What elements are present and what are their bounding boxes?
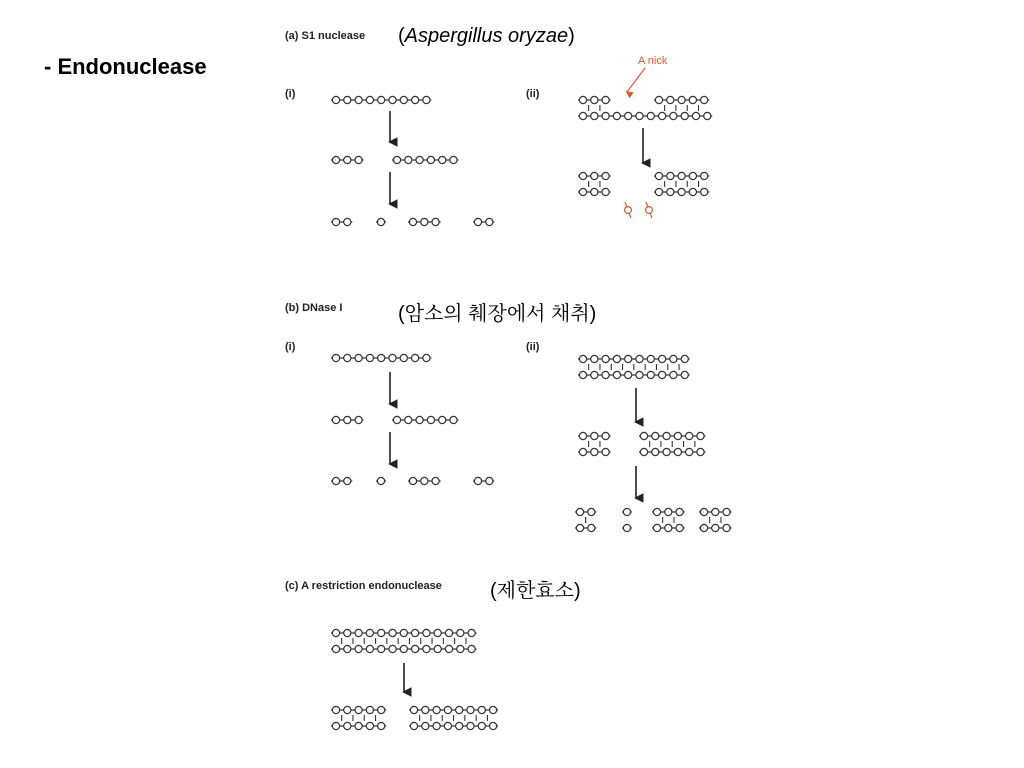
nucleotide [355,416,362,423]
nucleotide [676,508,683,515]
dna-strand [473,477,494,484]
panel-c-diagram [331,629,498,729]
nucleotide [655,172,662,179]
nucleotide [468,629,475,636]
dna-strand [408,477,441,484]
nucleotide [602,188,609,195]
nucleotide [450,156,457,163]
dna-strand [578,112,712,119]
nucleotide [457,629,464,636]
nucleotide [613,371,620,378]
nucleotide [591,355,598,362]
nucleotide [588,508,595,515]
nucleotide [591,172,598,179]
nucleotide [486,477,493,484]
nucleotide [344,722,351,729]
nucleotide [681,355,688,362]
dna-strand [331,629,477,636]
panel-b-sub-ii: (ii) [526,341,540,353]
nucleotide [678,96,685,103]
nucleotide [591,188,598,195]
panel-b-note: (암소의 췌장에서 채취) [398,303,597,325]
nucleotide [332,416,339,423]
dna-strand [376,477,386,484]
nucleotide [332,96,339,103]
nucleotide [576,524,583,531]
nucleotide [700,508,707,515]
nucleotide [434,645,441,652]
dna-strand [331,706,386,713]
nucleotide [652,432,659,439]
nucleotide [579,96,586,103]
nucleotide [701,188,708,195]
nucleotide [665,524,672,531]
nucleotide [659,112,666,119]
dna-strand [392,156,459,163]
nucleotide [412,96,419,103]
nucleotide [647,112,654,119]
nucleotide [444,722,451,729]
nucleotide [366,354,373,361]
nucleotide [378,354,385,361]
nucleotide [439,416,446,423]
dna-strand [409,722,498,729]
nucleotide [377,218,384,225]
nucleotide [591,432,598,439]
nucleotide [445,645,452,652]
nucleotide [344,354,351,361]
nucleotide [344,706,351,713]
panel-b-diagram [331,354,732,531]
nucleotide [623,524,630,531]
dna-strand [331,96,431,103]
nucleotide [393,156,400,163]
panel-b-label: (b) DNase I [285,302,343,314]
dna-strand [575,524,596,531]
nucleotide [602,172,609,179]
nucleotide [640,432,647,439]
nucleotide [686,432,693,439]
nucleotide [378,706,385,713]
nucleotide [355,645,362,652]
nucleotide [393,416,400,423]
dna-strand [578,172,611,179]
dna-strand [578,448,611,455]
nucleotide [389,354,396,361]
nucleotide [467,706,474,713]
nucleotide [697,432,704,439]
nucleotide [445,629,452,636]
nucleotide [444,706,451,713]
species-name: Aspergillus oryzae [404,25,569,47]
nucleotide [366,645,373,652]
dna-strand [575,508,596,515]
nucleotide [665,508,672,515]
nucleotide [655,188,662,195]
nucleotide [439,156,446,163]
nucleotide [623,508,630,515]
nucleotide [344,645,351,652]
nucleotide [579,172,586,179]
nucleotide [647,371,654,378]
nucleotide [378,722,385,729]
nucleotide [344,96,351,103]
nucleotide [355,156,362,163]
nucleotide [344,416,351,423]
nucleotide [332,629,339,636]
nucleotide [689,96,696,103]
nucleotide [667,188,674,195]
nucleotide [636,371,643,378]
nucleotide [344,477,351,484]
dna-strand [331,156,364,163]
nucleotide [421,218,428,225]
nucleotide [674,448,681,455]
panel-c-label: (c) A restriction endonuclease [285,580,442,592]
nucleotide [468,645,475,652]
dna-strand [654,96,709,103]
nucleotide [412,645,419,652]
nucleotide [723,524,730,531]
nucleotide [486,218,493,225]
nucleotide [344,156,351,163]
nucleotide [456,706,463,713]
nucleotide [366,706,373,713]
nucleotide [474,477,481,484]
nucleotide [579,432,586,439]
nucleotide [636,355,643,362]
nucleotide [332,645,339,652]
dna-strand [699,508,732,515]
nucleotide [579,448,586,455]
nucleotide [423,629,430,636]
nucleotide [676,524,683,531]
nucleotide [653,508,660,515]
nucleotide [427,156,434,163]
nucleotide [456,722,463,729]
nucleotide [692,112,699,119]
nucleotide [655,96,662,103]
panel-a-label: (a) S1 nuclease [285,30,366,42]
nucleotide [689,188,696,195]
nucleotide [670,371,677,378]
dna-strand [376,218,386,225]
nucleotide [636,112,643,119]
nucleotide [467,722,474,729]
nucleotide [410,706,417,713]
nucleotide [332,706,339,713]
nucleotide [652,448,659,455]
dna-strand [331,722,386,729]
nucleotide [389,645,396,652]
dna-strand [654,188,709,195]
nucleotide [332,722,339,729]
nucleotide [625,112,632,119]
nucleotide [704,112,711,119]
nucleotide [602,432,609,439]
nucleotide [366,629,373,636]
dna-strand [639,448,706,455]
dna-strand [409,706,498,713]
nucleotide [400,96,407,103]
released-nucleotide [646,202,653,218]
nucleotide [659,371,666,378]
nucleotide [389,629,396,636]
nucleotide [591,371,598,378]
nucleotide [421,477,428,484]
dna-strand [652,508,685,515]
nucleotide [579,188,586,195]
nucleotide [625,355,632,362]
dna-strand [392,416,459,423]
nucleotide [457,645,464,652]
nucleotide [355,629,362,636]
nucleotide [700,524,707,531]
dna-strand [578,188,611,195]
nucleotide [409,218,416,225]
nucleotide [366,96,373,103]
nucleotide [423,354,430,361]
dna-strand [408,218,441,225]
nucleotide [625,371,632,378]
nucleotide [344,218,351,225]
nucleotide [576,508,583,515]
nucleotide [478,706,485,713]
panel-a-note: (Aspergillus oryzae) [398,25,575,47]
nucleotide [667,96,674,103]
nucleotide [344,629,351,636]
nucleotide [416,156,423,163]
dna-strand [578,355,690,362]
nucleotide [712,508,719,515]
nucleotide [378,96,385,103]
nucleotide [422,706,429,713]
dna-strand [578,371,690,378]
released-nucleotide [625,202,632,218]
dna-strand [331,354,431,361]
slide-title: - Endonuclease [44,54,207,79]
dna-strand [331,645,477,652]
panel-c-note: (제한효소) [490,580,581,602]
nucleotide [409,477,416,484]
nucleotide [332,477,339,484]
panel-a-diagram [331,68,712,226]
nucleotide [670,112,677,119]
nucleotide [423,96,430,103]
nucleotide [416,416,423,423]
nucleotide [678,172,685,179]
dna-strand [622,524,632,531]
dna-strand [331,477,352,484]
nucleotide [602,448,609,455]
nucleotide [591,112,598,119]
nucleotide [405,156,412,163]
nucleotide [410,722,417,729]
nucleotide [602,371,609,378]
dna-strand [331,416,364,423]
nucleotide [653,524,660,531]
nucleotide [681,371,688,378]
nucleotide [355,722,362,729]
nucleotide [602,112,609,119]
panel-a-sub-i: (i) [285,88,296,100]
nucleotide [689,172,696,179]
dna-strand [622,508,632,515]
dna-strand [578,96,611,103]
nucleotide [433,706,440,713]
nucleotide [663,432,670,439]
nucleotide [701,96,708,103]
nucleotide [663,448,670,455]
nucleotide [667,172,674,179]
nucleotide [591,448,598,455]
nucleotide [579,112,586,119]
nick-label: A nick [638,55,668,67]
nucleotide [588,524,595,531]
nucleotide [686,448,693,455]
nucleotide [427,416,434,423]
nucleotide [678,188,685,195]
nucleotide [432,477,439,484]
nucleotide [400,354,407,361]
nucleotide [332,354,339,361]
nucleotide [697,448,704,455]
dna-strand [639,432,706,439]
nucleotide [478,722,485,729]
dna-strand [652,524,685,531]
nucleotide [681,112,688,119]
nucleotide [355,96,362,103]
nucleotide [490,706,497,713]
nucleotide [490,722,497,729]
panel-a-sub-ii: (ii) [526,88,540,100]
nucleotide [613,355,620,362]
nucleotide [422,722,429,729]
nucleotide [723,508,730,515]
nucleotide [355,354,362,361]
nucleotide [640,448,647,455]
nucleotide [659,355,666,362]
nucleotide [355,706,362,713]
nucleotide [647,355,654,362]
nucleotide [366,722,373,729]
nucleotide [474,218,481,225]
nucleotide [332,156,339,163]
nucleotide [423,645,430,652]
nucleotide [378,629,385,636]
nucleotide [432,218,439,225]
nucleotide [377,477,384,484]
dna-strand [578,432,611,439]
dna-strand [473,218,494,225]
nucleotide [433,722,440,729]
nucleotide [400,645,407,652]
nucleotide [389,96,396,103]
nucleotide [412,629,419,636]
nucleotide [602,355,609,362]
nucleotide [613,112,620,119]
dna-strand [699,524,732,531]
nucleotide [332,218,339,225]
nucleotide [579,355,586,362]
nucleotide [434,629,441,636]
nucleotide [450,416,457,423]
nick-pointer-arrow [627,68,645,92]
nucleotide [405,416,412,423]
nucleotide [712,524,719,531]
nucleotide [412,354,419,361]
nucleotide [579,371,586,378]
panel-b-sub-i: (i) [285,341,296,353]
nucleotide [602,96,609,103]
nucleotide [591,96,598,103]
dna-strand [331,218,352,225]
dna-strand [654,172,709,179]
nucleotide [701,172,708,179]
nucleotide [400,629,407,636]
nucleotide [670,355,677,362]
nucleotide [378,645,385,652]
nucleotide [674,432,681,439]
